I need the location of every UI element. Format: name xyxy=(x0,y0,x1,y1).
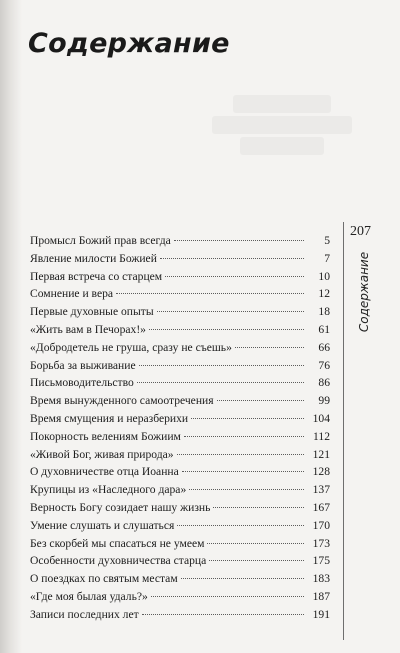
toc-entry xyxy=(30,499,330,517)
toc-entry-page: 128 xyxy=(312,465,330,479)
toc-dot-leader xyxy=(157,311,304,312)
toc-entry-page: 121 xyxy=(312,447,330,461)
toc-dot-leader xyxy=(213,507,304,508)
toc-dot-leader xyxy=(189,489,304,490)
toc-entry xyxy=(30,446,330,464)
toc-entry xyxy=(30,232,330,250)
toc-entry-title: Первые духовные опыты xyxy=(30,305,154,319)
toc-entry-page: 76 xyxy=(318,358,330,372)
toc-entry-title: «Жить вам в Печорах!» xyxy=(30,322,146,336)
toc-dot-leader xyxy=(174,240,304,241)
toc-dot-leader xyxy=(116,293,304,294)
toc-entry-title: Время смущения и неразберихи xyxy=(30,411,189,425)
toc-entry-title: Записи последних лет xyxy=(30,607,139,621)
toc-entry-title: Верность Богу созидает нашу жизнь xyxy=(30,500,211,514)
toc-entry-title: О духовничестве отца Иоанна xyxy=(30,465,179,479)
toc-entry xyxy=(30,428,330,446)
toc-entry xyxy=(30,517,330,535)
toc-entry-page: 86 xyxy=(318,376,330,390)
toc-dot-leader xyxy=(177,454,304,455)
toc-entry-page: 112 xyxy=(313,429,330,443)
toc-dot-leader xyxy=(217,400,304,401)
toc-entry-page: 99 xyxy=(318,394,330,408)
toc-entry-page: 191 xyxy=(312,607,330,621)
toc-entry-page: 61 xyxy=(318,322,330,336)
toc-entry-page: 137 xyxy=(312,483,330,497)
toc-entry xyxy=(30,285,330,303)
toc-entry xyxy=(30,392,330,410)
toc-entry-page: 175 xyxy=(312,554,330,568)
toc-dot-leader xyxy=(149,329,304,330)
toc-dot-leader xyxy=(207,543,304,544)
toc-dot-leader xyxy=(142,614,304,615)
toc-entry-page: 66 xyxy=(318,340,330,354)
toc-dot-leader xyxy=(139,365,304,366)
toc-entry-title: Крупицы из «Наследного дара» xyxy=(30,483,187,497)
toc-entry-title: Без скорбей мы спасаться не умеем xyxy=(30,536,205,550)
toc-entry-page: 167 xyxy=(312,500,330,514)
toc-entry-title: О поездках по святым местам xyxy=(30,572,178,586)
table-of-contents xyxy=(30,232,330,624)
toc-entry-page: 12 xyxy=(318,287,330,301)
toc-entry-title: «Где моя былая удаль?» xyxy=(30,589,148,603)
toc-dot-leader xyxy=(151,596,304,597)
toc-entry-title: Первая встреча со старцем xyxy=(30,269,163,283)
toc-entry xyxy=(30,535,330,553)
toc-entry xyxy=(30,374,330,392)
toc-dot-leader xyxy=(182,471,304,472)
toc-entry xyxy=(30,570,330,588)
toc-entry xyxy=(30,268,330,286)
toc-entry xyxy=(30,357,330,375)
toc-dot-leader xyxy=(184,436,304,437)
toc-dot-leader xyxy=(181,578,304,579)
toc-entry xyxy=(30,481,330,499)
toc-entry xyxy=(30,463,330,481)
toc-entry-page: 187 xyxy=(312,589,330,603)
page-number: 207 xyxy=(350,224,371,239)
toc-entry-title: Умение слушать и слушаться xyxy=(30,518,175,532)
toc-dot-leader xyxy=(165,276,304,277)
toc-entry-title: Сомнение и вера xyxy=(30,287,114,301)
page-title: Содержание xyxy=(28,28,230,59)
toc-entry xyxy=(30,250,330,268)
toc-entry-page: 104 xyxy=(312,411,330,425)
toc-entry-title: «Живой Бог, живая природа» xyxy=(30,447,174,461)
toc-dot-leader xyxy=(137,382,304,383)
toc-entry-title: «Добродетель не груша, сразу не съешь» xyxy=(30,340,232,354)
toc-entry xyxy=(30,339,330,357)
toc-dot-leader xyxy=(235,347,304,348)
toc-entry-title: Письмоводительство xyxy=(30,376,134,390)
toc-entry xyxy=(30,606,330,624)
toc-entry-page: 18 xyxy=(318,305,330,319)
bleed-through-texture xyxy=(212,92,352,172)
toc-entry xyxy=(30,588,330,606)
toc-entry-title: Особенности духовничества старца xyxy=(30,554,207,568)
toc-entry xyxy=(30,552,330,570)
toc-entry xyxy=(30,321,330,339)
toc-entry-page: 10 xyxy=(318,269,330,283)
toc-entry-title: Промысл Божий прав всегда xyxy=(30,234,171,247)
margin-divider xyxy=(343,222,344,640)
running-head: Содержание xyxy=(357,251,371,333)
toc-entry-title: Покорность велениям Божиим xyxy=(30,429,181,443)
toc-dot-leader xyxy=(209,560,304,561)
page-binding-shadow xyxy=(0,0,22,653)
toc-entry-page: 183 xyxy=(312,572,330,586)
toc-entry-title: Борьба за выживание xyxy=(30,358,136,372)
toc-dot-leader xyxy=(177,525,304,526)
toc-entry xyxy=(30,303,330,321)
toc-entry-page: 5 xyxy=(324,234,330,247)
toc-dot-leader xyxy=(160,258,304,259)
toc-entry-page: 7 xyxy=(324,251,330,265)
toc-dot-leader xyxy=(191,418,304,419)
toc-entry-page: 170 xyxy=(312,518,330,532)
toc-entry-page: 173 xyxy=(312,536,330,550)
toc-entry xyxy=(30,410,330,428)
toc-entry-title: Время вынужденного самоотречения xyxy=(30,394,214,408)
toc-entry-title: Явление милости Божией xyxy=(30,251,157,265)
